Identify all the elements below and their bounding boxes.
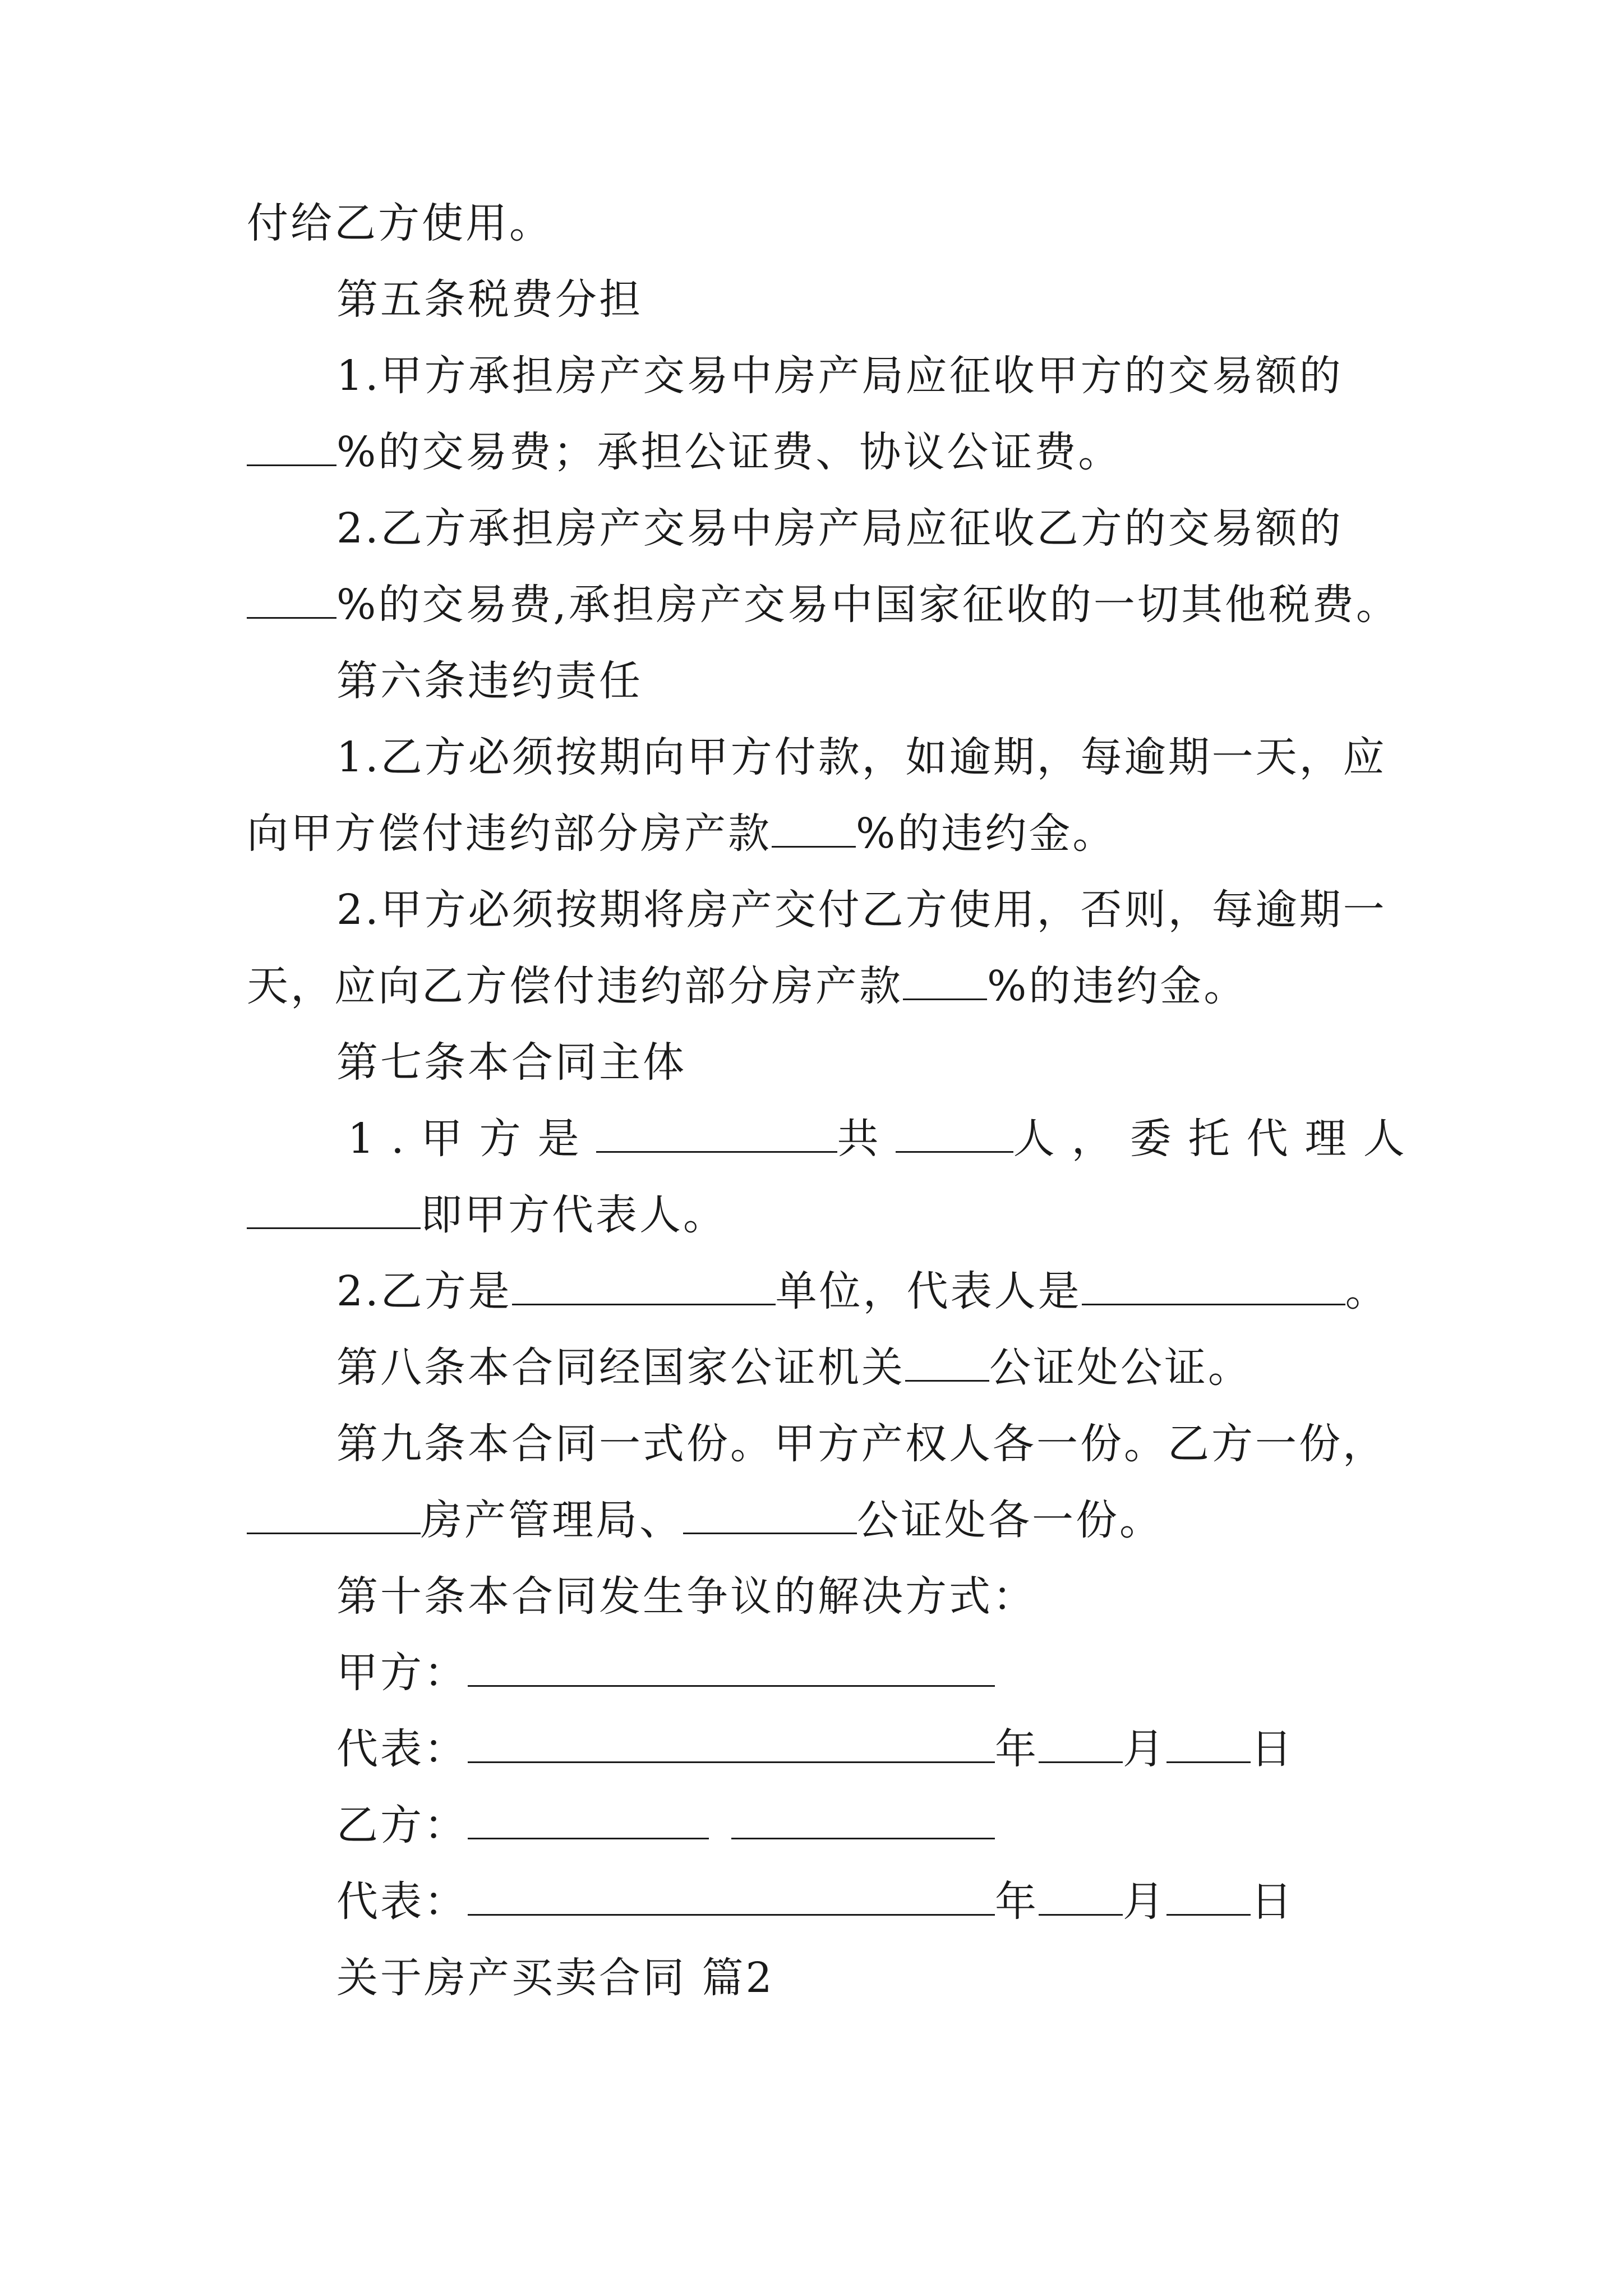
next-contract-title: 关于房产买卖合同 篇2 [336,1954,774,2002]
fill-blank[interactable] [247,1190,421,1229]
signature-blank[interactable] [731,1801,995,1839]
text-line: 天，应向乙方偿付违约部分房产款 %的违约金。 [247,962,1248,1010]
section-heading: 第七条本合同主体 [336,1038,686,1087]
signature-blank[interactable] [468,1648,995,1687]
fill-blank[interactable] [596,1114,837,1153]
signature-line-representative-b: 代表： 年 月 日 [336,1878,1294,1926]
fill-blank[interactable] [896,1114,1013,1153]
signature-blank[interactable] [468,1801,709,1839]
text-line: 房产管理局、 公证处各一份。 [247,1493,1163,1547]
fill-blank[interactable] [1082,1267,1345,1305]
fill-blank[interactable] [247,580,336,619]
date-blank[interactable] [1039,1877,1123,1916]
section-heading: 第六条违约责任 [336,657,643,705]
fill-blank[interactable] [905,1343,989,1382]
fill-blank[interactable] [247,1496,421,1534]
section-heading: 第十条本合同发生争议的解决方式： [336,1572,1036,1621]
signature-blank[interactable] [468,1724,995,1763]
fill-blank[interactable] [903,961,987,1000]
fill-blank[interactable] [512,1267,776,1305]
signature-line-representative-a: 代表： 年 月 日 [336,1725,1294,1773]
text-line: 付给乙方使用。 [247,199,553,247]
signature-line-party-b: 乙方： [336,1798,995,1852]
text-line: %的交易费；承担公证费、协议公证费。 [247,425,1122,479]
fill-blank[interactable] [683,1496,857,1534]
text-line: 即甲方代表人。 [247,1188,727,1242]
text-line: 向甲方偿付违约部分房产款 %的违约金。 [247,809,1117,858]
text-line: 2.乙方承担房产交易中房产局应征收乙方的交易额的 [336,504,1343,553]
text-line: 2.甲方必须按期将房产交付乙方使用，否则，每逾期一 [336,886,1387,934]
text-line: 1.甲方是 共 人，委托代理人 [348,1115,1422,1163]
signature-line-party-a: 甲方： [336,1646,995,1700]
date-blank[interactable] [1039,1724,1123,1763]
section-heading: 第九条本合同一式份。甲方产权人各一份。乙方一份， [336,1420,1386,1468]
text-line: 1.甲方承担房产交易中房产局应征收甲方的交易额的 [336,352,1343,400]
date-blank[interactable] [1166,1877,1251,1916]
signature-blank[interactable] [468,1877,995,1916]
section-heading: 第五条税费分担 [336,275,643,324]
fill-blank[interactable] [247,427,336,466]
text-line: %的交易费,承担房产交易中国家征收的一切其他税费。 [247,578,1400,632]
text-line: 1.乙方必须按期向甲方付款，如逾期，每逾期一天，应 [336,733,1387,781]
date-blank[interactable] [1166,1724,1251,1763]
text-line: 2.乙方是 单位，代表人是 。 [336,1267,1389,1315]
fill-blank[interactable] [772,809,856,848]
section-heading: 第八条本合同经国家公证机关 公证处公证。 [336,1343,1252,1392]
